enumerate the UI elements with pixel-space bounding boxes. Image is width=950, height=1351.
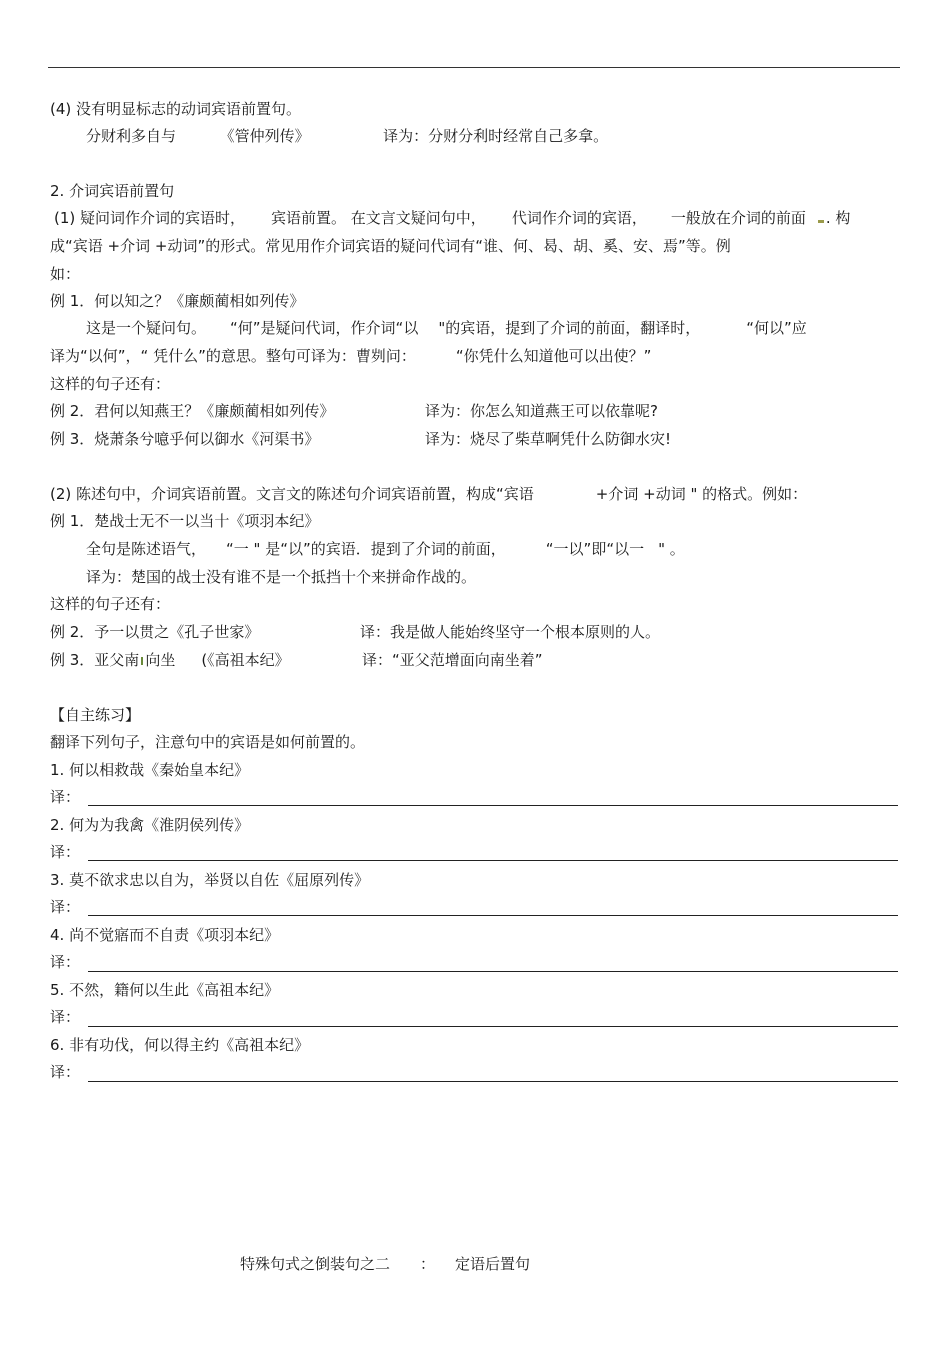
answer-line-5[interactable] (88, 1026, 898, 1027)
question-3: 3. 莫不欲求忠以自为，举贤以自佐《屈原列传》 (50, 871, 370, 889)
answer-label-2: 译： (50, 843, 81, 861)
example-1-translation (50, 349, 651, 364)
footer-part-c: 定语后置句 (455, 1255, 531, 1273)
practice-intro: 翻译下列句子，注意句中的宾语是如何前置的。 (50, 733, 366, 751)
para-2-example-2-translation: 译：我是做人能始终坚守一个根本原则的人。 (360, 623, 661, 641)
answer-line-1[interactable] (88, 805, 898, 806)
ex1-exp-part-a: 这是一个疑问句。 (86, 319, 207, 337)
para-1-line-1 (54, 211, 850, 226)
example-3-source: 例 3．烧萧条兮噫乎何以御水《河渠书》 (50, 430, 320, 448)
p2-ex3-part-a: 例 3．亚父南 (50, 651, 140, 669)
para-1-part-a: (1) 疑问词作介词的宾语时， (54, 209, 246, 227)
para-2-line-1 (50, 487, 807, 502)
s4-example-source: 分财利多自与 (86, 127, 177, 145)
answer-label-3: 译： (50, 898, 81, 916)
p2-exp-part-a: 全句是陈述语气， (86, 540, 207, 558)
answer-line-2[interactable] (88, 860, 898, 861)
question-1: 1. 何以相救哉《秦始皇本纪》 (50, 761, 250, 779)
footer-colon: ： (420, 1255, 436, 1273)
answer-line-4[interactable] (88, 971, 898, 972)
p2-exp-part-d: " 。 (658, 540, 685, 558)
more-examples-label-1: 这样的句子还有： (50, 375, 171, 393)
question-6: 6. 非有功伐，何以得主约《高祖本纪》 (50, 1036, 310, 1054)
section-2-title: 2. 介词宾语前置句 (50, 182, 175, 200)
footer-part-a: 特殊句式之倒装句之二 (240, 1255, 391, 1273)
para-2-example-2-source: 例 2．予一以贯之《孔子世家》 (50, 623, 260, 641)
para-2-example-1: 例 1．楚战士无不一以当十《项羽本纪》 (50, 512, 320, 530)
para-1-part-b: 宾语前置。 在文言文疑问句中， (271, 209, 486, 227)
p2-exp-part-b: “一 " 是“以”的宾语．提到了介词的前面， (226, 540, 506, 558)
practice-title: 【自主练习】 (50, 706, 141, 724)
para-2-part-a: (2) 陈述句中，介词宾语前置。文言文的陈述句介词宾语前置，构成“宾语 (50, 485, 534, 503)
para-2-explanation (86, 542, 685, 557)
answer-line-6[interactable] (88, 1081, 898, 1082)
ink-tick (141, 657, 143, 665)
example-1-label: 例 1．何以知之？《廉颇蔺相如列传》 (50, 292, 305, 310)
more-examples-label-2: 这样的句子还有： (50, 595, 171, 613)
answer-label-4: 译： (50, 953, 81, 971)
example-2-translation: 译为：你怎么知道燕王可以依靠呢? (425, 402, 658, 420)
ink-dot (818, 220, 824, 223)
para-1-part-e: . 构 (825, 209, 851, 227)
answer-label-6: 译： (50, 1063, 81, 1081)
ex1-exp-part-b: “何”是疑问代词，作介词“以 (230, 319, 419, 337)
p2-ex3-book: (《高祖本纪》 (201, 651, 290, 669)
s4-example-line (86, 129, 608, 144)
answer-label-1: 译： (50, 788, 81, 806)
section-4-title: (4) 没有明显标志的动词宾语前置句。 (50, 100, 302, 118)
question-4: 4. 尚不觉寤而不自责《项羽本纪》 (50, 926, 280, 944)
s4-example-translation: 译为：分财分利时经常自己多拿。 (383, 127, 609, 145)
para-2-translation: 译为：楚国的战士没有谁不是一个抵挡十个来拼命作战的。 (86, 568, 477, 586)
para-2-example-3 (50, 653, 290, 668)
footer-next-section (240, 1257, 530, 1272)
para-2-example-3-translation: 译：“亚父范增面向南坐着” (362, 651, 543, 669)
para-2-part-b: +介词 +动词 " 的格式。例如： (595, 485, 808, 503)
p2-exp-part-c: “一以”即“以一 (545, 540, 645, 558)
question-2: 2. 何为为我禽《淮阴侯列传》 (50, 816, 250, 834)
s4-example-book: 《管仲列传》 (219, 127, 310, 145)
example-1-explanation (86, 321, 807, 336)
ex1-line2-part-b: “你凭什么知道他可以出使？” (455, 347, 652, 365)
top-rule (48, 67, 900, 68)
para-1-line-3: 如： (50, 265, 81, 283)
para-1-part-c: 代词作介词的宾语， (511, 209, 647, 227)
example-3-translation: 译为：烧尽了柴草啊凭什么防御水灾! (425, 430, 672, 448)
answer-line-3[interactable] (88, 915, 898, 916)
answer-label-5: 译： (50, 1008, 81, 1026)
p2-ex3-part-b: 向坐 (145, 651, 176, 669)
ex1-exp-part-d: “何以”应 (746, 319, 807, 337)
para-1-part-d: 一般放在介词的前面 (670, 209, 806, 227)
para-1-line-2: 成“宾语 +介词 +动词”的形式。常见用作介词宾语的疑问代词有“谁、何、曷、胡、奚、安、焉”等。例 (50, 237, 731, 255)
ex1-exp-part-c: "的宾语，提到了介词的前面，翻译时， (438, 319, 701, 337)
question-5: 5. 不然，籍何以生此《高祖本纪》 (50, 981, 280, 999)
example-2-source: 例 2．君何以知燕王？《廉颇蔺相如列传》 (50, 402, 335, 420)
ex1-line2-part-a: 译为“以何”，“ 凭什么”的意思。整句可译为：曹刿问： (50, 347, 416, 365)
